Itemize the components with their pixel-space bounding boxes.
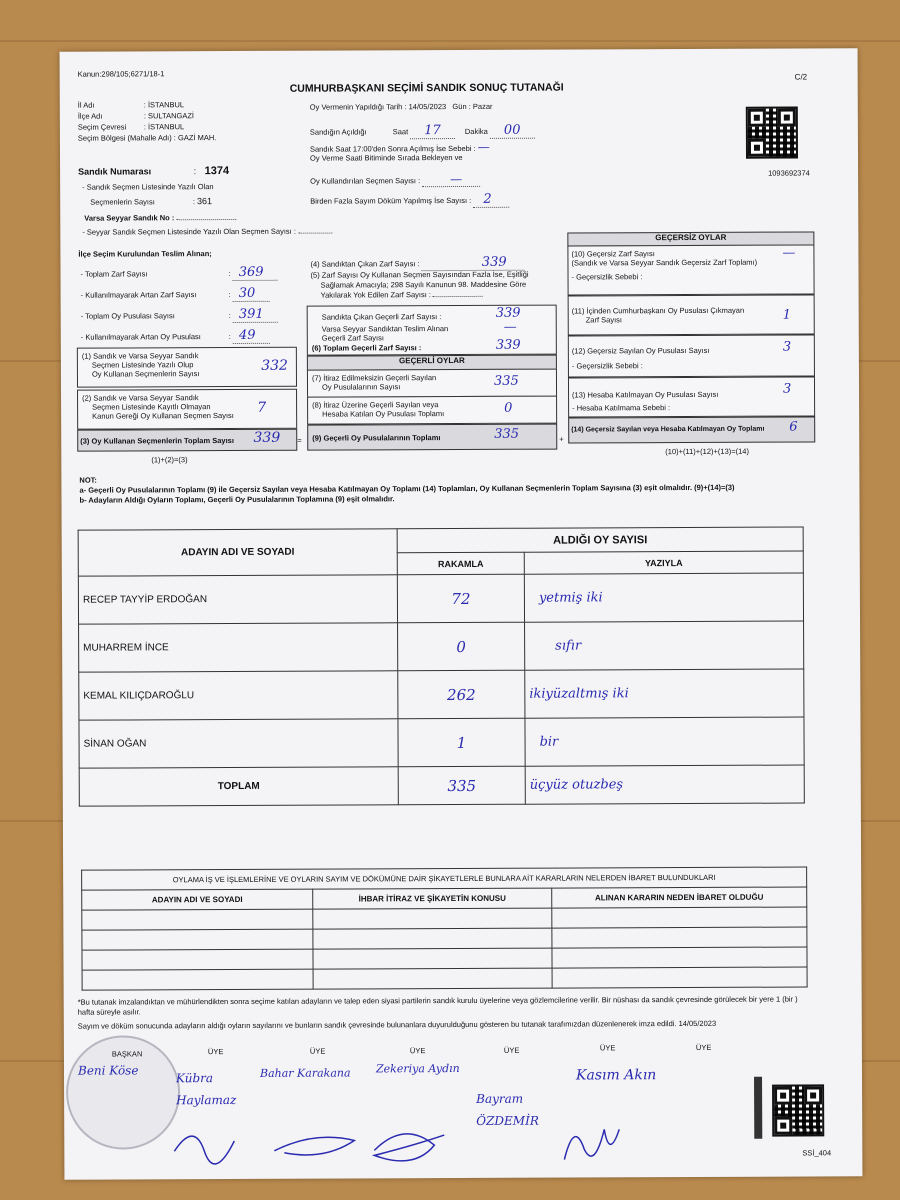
col-name-header: ADAYIN ADI VE SOYADI bbox=[78, 529, 397, 576]
role-member: ÜYE bbox=[599, 1043, 616, 1053]
candidate-name: SİNAN OĞAN bbox=[79, 719, 398, 768]
valid-heading: GEÇERLİ OYLAR bbox=[307, 355, 557, 371]
voters-box-2: (2) Sandık ve Varsa Seyyar Sandık Seçmen Listesinde Kayıtlı Olmayan Kanun Gereği Oy Kullanan Seçmen Sayısı 7 bbox=[77, 389, 297, 430]
listed-row: Seçmenlerin Sayısı : 361 bbox=[90, 196, 213, 207]
signature-member-3: Zekeriya Aydın bbox=[375, 1062, 460, 1076]
complaints-col3: ALINAN KARARIN NEDEN İBARET OLDUĞU bbox=[552, 887, 807, 908]
location-block: İl Adı : İSTANBUL İlçe Adı : SULTANGAZİ Seçim Çevresi : İSTANBUL Seçim Bölgesi (Mahalle Adı) : GAZİ MAH. bbox=[77, 100, 217, 143]
valid-row-9: (9) Geçerli Oy Pusulalarının Toplamı 335 bbox=[307, 424, 557, 451]
multi-count-row: Birden Fazla Sayım Döküm Yapılmış İse Sayısı : 2 bbox=[310, 192, 509, 208]
qr-code-bottom-icon bbox=[772, 1084, 824, 1136]
invalid-row-13: (13) Hesaba Katılmayan Oy Pusulası Sayısı 3 - Hesaba Katılmama Sebebi : bbox=[568, 376, 815, 417]
received-row: - Kullanılmayarak Artan Oy Pusulası : 49 bbox=[81, 326, 278, 348]
candidate-name: RECEP TAYYİP ERDOĞAN bbox=[78, 575, 397, 624]
opened-row: Sandığın Açıldığı Saat 17 Dakika 00 bbox=[310, 123, 535, 139]
received-list bbox=[80, 263, 277, 348]
role-chair: BAŞKAN bbox=[111, 1049, 143, 1059]
invalid-formula: (10)+(11)+(12)+(13)=(14) bbox=[665, 446, 749, 457]
invalid-row-11: (11) İçinden Cumhurbaşkanı Oy Pusulası Çıkmayan Zarf Sayısı 1 bbox=[568, 294, 815, 335]
voters-formula: (1)+(2)=(3) bbox=[151, 455, 188, 465]
total-words: üçyüz otuzbeş bbox=[525, 765, 804, 804]
footer-code: SSİ_404 bbox=[802, 1148, 832, 1158]
envelope-row-4: (4) Sandıktan Çıkan Zarf Sayısı : 339 bbox=[310, 255, 524, 271]
barcode-number: 1093692374 bbox=[768, 168, 810, 178]
complaints-title: OYLAMA İŞ VE İŞLEMLERİNE VE OYLARIN SAYIM VE DÖKÜMÜNE DAİR ŞİKAYETLERLE BUNLARA AİT KARARLARIN NELERDEN İBARET BULUNDUKLARI bbox=[82, 867, 807, 890]
total-digits: 335 bbox=[398, 766, 525, 805]
qr-code-icon bbox=[746, 107, 798, 159]
complaints-col2: İHBAR İTİRAZ VE ŞİKAYETİN KONUSU bbox=[313, 888, 552, 909]
waiting-row: Oy Kullandırılan Seçmen Sayısı : — bbox=[310, 172, 480, 187]
valid-row-8: (8) İtiraz Üzerine Geçerli Sayılan veya Hesaba Katılan Oy Pusulası Toplamı 0 bbox=[307, 396, 557, 425]
complaints-col1: ADAYIN ADI VE SOYADI bbox=[82, 889, 313, 910]
sandik-number-row: Sandık Numarası : 1374 bbox=[78, 165, 230, 178]
role-member: ÜYE bbox=[207, 1047, 224, 1057]
law-code: Kanun:298/105;6271/18-1 bbox=[77, 69, 165, 79]
received-row: - Toplam Zarf Sayısı : 369 bbox=[80, 263, 277, 285]
vote-date-row: Oy Vermenin Yapıldığı Tarih : 14/05/2023 Gün : Pazar bbox=[309, 101, 493, 112]
signature-member-2: Bahar Karakana bbox=[259, 1066, 351, 1080]
waiting-label: Oy Verme Saati Bitiminde Sırada Bekleyen ve bbox=[309, 152, 463, 163]
candidate-name: KEMAL KILIÇDAROĞLU bbox=[79, 671, 398, 720]
col-votes-header: ALDIĞI OY SAYISI bbox=[397, 527, 803, 553]
official-stamp bbox=[66, 1035, 180, 1149]
valid-row-7: (7) İtiraz Edilmeksizin Geçerli Sayılan Oy Pusulalarının Sayısı 335 bbox=[307, 369, 557, 398]
results-table bbox=[78, 527, 805, 807]
signature-scribbles bbox=[164, 1109, 724, 1171]
col-digits-header: RAKAMLA bbox=[397, 552, 524, 575]
signature-member-5: Kasım Akın bbox=[575, 1067, 657, 1084]
candidate-digits: 72 bbox=[397, 574, 524, 623]
valid-envelope-box: Sandıkta Çıkan Geçerli Zarf Sayısı : 339 Varsa Seyyar Sandıktan Teslim Alınan Geçerli Zarf Sayısı — (6) Toplam Geçerli Zarf Sayısı : 339 bbox=[307, 305, 557, 356]
after17-row: Sandık Saat 17:00'den Sonra Açılmış İse Sebebi : — bbox=[309, 139, 490, 154]
table-row bbox=[79, 669, 804, 720]
footer-note-1: *Bu tutanak imzalandıktan ve mühürlendikten sonra seçime katılan adayların ve talep eden siyasi partilerin sandık kurulu üyelerine veya gözlemcilerine verilir. Bir nüshası da sandık çevresinde görülecek bir yere 1 (bir ) hafta süreyle asılır. bbox=[77, 994, 798, 1017]
role-member: ÜYE bbox=[409, 1046, 426, 1056]
seyyar-list-row: - Seyyar Sandık Seçmen Listesinde Yazılı Olan Seçmen Sayısı : bbox=[82, 227, 332, 237]
seyyar-row: Varsa Seyyar Sandık No : bbox=[84, 213, 236, 223]
candidate-digits: 262 bbox=[398, 670, 525, 719]
listed-label: - Sandık Seçmen Listesinde Yazılı Olan bbox=[82, 182, 214, 192]
candidate-words: ikiyüzaltmış iki bbox=[525, 669, 804, 718]
table-row bbox=[79, 717, 804, 768]
candidate-words: sıfır bbox=[525, 621, 804, 670]
candidate-digits: 0 bbox=[398, 622, 525, 671]
received-row: - Toplam Oy Pusulası Sayısı : 391 bbox=[81, 305, 278, 327]
col-words-header: YAZIYLA bbox=[524, 551, 803, 574]
table-row bbox=[82, 967, 807, 990]
role-member: ÜYE bbox=[695, 1042, 712, 1052]
table-row bbox=[78, 573, 803, 624]
received-row: - Kullanılmayarak Artan Zarf Sayısı : 30 bbox=[81, 284, 278, 306]
total-label: TOPLAM bbox=[79, 767, 398, 806]
candidate-words: yetmiş iki bbox=[524, 573, 803, 622]
notes-block: NOT: a- Geçerli Oy Pusulalarının Toplamı (9) ile Geçersiz Sayılan veya Hesaba Katılmayan Oy Toplamı (14) Toplamları, Oy Kullanan Seçmenlerin Toplam Sayısına (3) eşit olmalıdır. (9)+(14)=(3) b- Adayların Aldığı Oyların Toplamı, Geçerli Oy Pusulalarının Toplamına (9) eşit olmalıdır. bbox=[79, 475, 735, 505]
invalid-row-12: (12) Geçersiz Sayılan Oy Pusulası Sayısı 3 - Geçersizlik Sebebi : bbox=[568, 334, 815, 377]
role-member: ÜYE bbox=[309, 1046, 326, 1056]
candidate-words: bir bbox=[525, 717, 804, 766]
vertical-label-strip bbox=[754, 1077, 762, 1139]
candidate-name: MUHARREM İNCE bbox=[79, 623, 398, 672]
total-row bbox=[79, 765, 804, 806]
form-code: C/2 bbox=[794, 72, 808, 82]
signature-member-1: Kübra Haylamaz bbox=[175, 1071, 237, 1108]
received-heading: İlçe Seçim Kurulundan Teslim Alınan; bbox=[78, 249, 212, 259]
table-row bbox=[79, 621, 804, 672]
footer-note-2: Sayım ve döküm sonucunda adayların aldığı oyların sayılarını ve bunların sandık çevresinde bulunanlara duyurulduğunu gösteren bu tutanak tarafımızdan düzenlenerek imza edildi. 14/05/2023 bbox=[77, 1018, 717, 1031]
signature-member-4: Bayram ÖZDEMİR bbox=[476, 1091, 539, 1128]
voters-box-1: (1) Sandık ve Varsa Seyyar Sandık Seçmen Listesinde Yazılı Olup Oy Kullanan Seçmenlerin Sayısı 332 bbox=[77, 347, 297, 388]
form-title: CUMHURBAŞKANI SEÇİMİ SANDIK SONUÇ TUTANAĞI bbox=[289, 81, 564, 95]
ballot-result-form: Kanun:298/105;6271/18-1 CUMHURBAŞKANI SEÇİMİ SANDIK SONUÇ TUTANAĞI C/2 1093692374 İl Adı : İSTANBUL İlçe Adı : SULTANGAZİ Seçim Çevresi : İSTANBUL Seçim Bölgesi (Mahalle Adı) : GAZİ MAH. Oy Vermenin Yapıldığı Tarih : 14/05/2023 Gün : Pazar Sandığın Açıldığı Saat 17 Dakika 00 Sandık Saat 17:00'den Sonra Açılmış İse Sebebi : — Oy Verme Saati Bitiminde Sırada Bekleyen ve Oy Kullandırılan Seçmen Sayısı : — Birden Fazla Sayım Döküm Yapılmış İse Sayısı : 2 Sandık Numarası : 1374 - Sandık Seçmen Listesinde Yazılı Olan Seçmenlerin Sayısı : 361 Varsa Seyyar Sandık No : - Seyyar Sandık Seçmen Listesinde Yazılı Olan Seçmen Sayısı : İlçe Seçim Kurulundan Teslim Alınan; - Toplam Zarf Sayısı : 369 - Kullanılmayarak Artan Zarf Sayısı : 30 - Toplam Oy Pusulası Sayısı : 391 - Kullanılmayarak Artan Oy Pusulası : 49 (1) Sandık ve Varsa Seyyar Sandık Seçmen Listesinde Yazılı Olup Oy Kullanan Seçmenlerin Sayısı 332 (2) Sandık ve Varsa Seyyar Sandık Seçmen Listesinde Kayıtlı Olmayan Kanun Gereği Oy Kullanan Seçmen Sayısı 7 (3) Oy Kullanan Seçmenlerin Toplam Sayısı 339 = (1)+(2)=(3) (4) Sandıktan Çıkan Zarf Sayısı : 339 (5) Zarf Sayısı Oy Kullanan Seçmen Sayısından Fazla İse, Eşitliği Sağlamak Amacıyla; 298 Sayılı Kanunun 98. Maddesine Göre Yakılarak Yok Edilen Zarf Sayısı : Sandıkta Çıkan Geçerli Zarf Sayısı : 339 Varsa Seyyar Sandıktan Teslim Alınan Geçerli Zarf Sayısı — (6) Toplam Geçerli Zarf Sayısı : 339 GEÇERLİ OYLAR (7) İtiraz Edilmeksizin Geçerli Sayılan Oy Pusulalarının Sayısı 335 (8) İtiraz Üzerine Geçerli Sayılan veya Hesaba Katılan Oy Pusulası Toplamı 0 (9) Geçerli Oy Pusulalarının Toplamı 335 + GEÇERSİZ OYLAR (10) Geçersiz Zarf Sayısı (Sandık ve Varsa Seyyar Sandık Geçersiz Zarf Toplamı) — - Geçersizlik Sebebi : (11) İçinden Cumhurbaşkanı Oy Pusulası Çıkmayan Zarf Sayısı 1 (12) Geçersiz Sayılan Oy Pusulası Sayısı 3 - Geçersizlik Sebebi : (13) Hesaba Katılmayan Oy Pusulası Sayısı 3 - Hesaba Katılmama Sebebi : (14) Geçersiz Sayılan veya Hesaba Katılmayan Oy Toplamı 6 (10)+(11)+(12)+(13)=(14) NOT: a- Geçerli Oy Pusulalarının Toplamı (9) ile Geçersiz Sayılan veya Hesaba Katılmayan Oy Toplamı (14) Toplamları, Oy Kullanan Seçmenlerin Toplam Sayısına (3) eşit olmalıdır. (9)+(14)=(3) b- Adayların Aldığı Oyların Toplamı, Geçerli Oy Pusulalarının Toplamına (9) eşit olmalıdır. ADAYIN ADI VE SOYADI ALDIĞI OY SAYISI RAKAMLA YAZIYLA RECEP TAYYİP ERDOĞAN 72 yetmiş iki MUHARREM İNCE 0 sıfır KEMAL KILIÇDAROĞLU 262 ikiyüzaltmış iki SİNAN OĞAN 1 bir TOPLAM 335 üçyüz otuzbeş OYLAMA İŞ VE İŞLEMLERİNE VE OYLARIN SAYIM VE DÖKÜMÜNE DAİR ŞİKAYETLERLE BUNLARA AİT KARARLARIN NELERDEN İBARET BULUNDUKLARI ADAYIN ADI VE SOYADI İHBAR İTİRAZ VE ŞİKAYETİN KONUSU ALINAN KARARIN NEDEN İBARET OLDUĞU *Bu tutanak imzalandıktan ve mühürlendikten sonra seçime katılan adayların ve talep eden siyasi partilerin sandık kurulu üyelerine veya gözlemcilerine verilir. Bir nüshası da sandık çevresinde görülecek bir yere 1 (bir ) hafta süreyle asılır. Sayım ve döküm sonucunda adayların aldığı oyların sayılarını ve bunların sandık çevresinde bulunanlara duyurulduğunu gösteren bu tutanak tarafımızdan düzenlenerek imza edildi. 14/05/2023 BAŞKAN ÜYE ÜYE ÜYE ÜYE ÜYE ÜYE Beni Köse Kübra Haylamaz Bahar Karakana Zekeriya Aydın Bayram ÖZDEMİR Kasım Akın SSİ_404 bbox=[60, 48, 863, 1179]
invalid-heading: GEÇERSİZ OYLAR bbox=[567, 231, 814, 246]
invalid-row-10: (10) Geçersiz Zarf Sayısı (Sandık ve Varsa Seyyar Sandık Geçersiz Zarf Toplamı) — - Geçersizlik Sebebi : bbox=[567, 244, 814, 295]
voters-box-3: (3) Oy Kullanan Seçmenlerin Toplam Sayısı 339 bbox=[77, 429, 297, 452]
signature-chair: Beni Köse bbox=[77, 1063, 139, 1078]
role-member: ÜYE bbox=[503, 1045, 520, 1055]
envelope-row-5: (5) Zarf Sayısı Oy Kullanan Seçmen Sayısından Fazla İse, Eşitliği Sağlamak Amacıyla; 298 Sayılı Kanunun 98. Maddesine Göre Yakılarak Yok Edilen Zarf Sayısı : bbox=[310, 269, 529, 300]
complaints-table bbox=[81, 866, 808, 990]
candidate-digits: 1 bbox=[398, 718, 525, 767]
invalid-row-14: (14) Geçersiz Sayılan veya Hesaba Katılmayan Oy Toplamı 6 bbox=[568, 416, 815, 443]
